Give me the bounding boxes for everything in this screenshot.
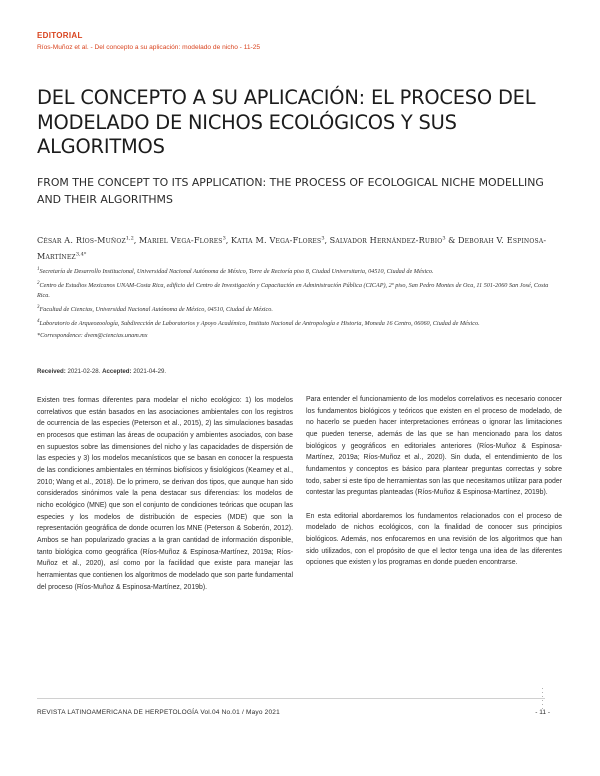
accepted-label: Accepted: [102, 368, 132, 375]
body-paragraph: En esta editorial abordaremos los fundamentos relacionados con el proceso de modelado de nichos ecológicos, con la finalidad de conocer sus principios biológicos. Además, nos enfocaremos en una revisión de los algoritmos que han sido utilizados, con el propósito de que el lector tenga una idea de las diferentes opciones que existen y los programas en donde pueden encontrarse. [306, 512, 562, 567]
affiliation-list [37, 265, 557, 343]
author: Katia M. Vega-Flores$^3$, [230, 234, 330, 245]
page-number: - 11 - [535, 709, 550, 716]
section-label: EDITORIAL [37, 31, 83, 40]
received-date: 2021-02-28. [67, 368, 101, 375]
body-paragraph: Para entender el funcionamiento de los modelos correlativos es necesario conocer los fundamentos biológicos y teóricos que existen en el proceso de modelado, de no hacerlo se pueden hacer interpretaciones erróneas o ignorar las limitaciones que pueden tenerse, además de las que se han mencionado para los datos biológicos y geográficos en editoriales anteriores (Ríos-Muñoz & Espinosa-Martínez, 2019a; Ríos-Muñoz et al., 2020). Sin duda, el entendimiento de los fundamentos y conceptos es básico para plantear preguntas correctas y sobre todo, saber si este tipo de herramientas son las que necesitamos utilizar para poder contestar las preguntas planteadas (Ríos-Muñoz & Espinosa-Martínez, 2019b). [306, 396, 562, 497]
author: César A. Ríos-Muñoz$^{1,2}$, [37, 234, 139, 245]
body-column-right [306, 394, 562, 569]
affiliation: $^2$Centro de Estudios Mexicanos UNAM-Costa Rica, edificio del Centro de Investigación y Capacitación en Administración Pública (CICAP), 2º piso, San Pedro Montes de Oca, 11 501-2060 San José, Costa Rica. [37, 281, 549, 299]
article-title-english: FROM THE CONCEPT TO ITS APPLICATION: THE PROCESS OF ECOLOGICAL NICHE MODELLING AND THEIR ALGORITHMS [37, 176, 544, 206]
body-paragraph: Existen tres formas diferentes para modelar el nicho ecológico: 1) los modelos correlativos que están basados en las asociaciones ambientales con los registros de ocurrencia de las especies (Peterson et al., 2015), 2) las simulaciones basadas en procesos que estiman las áreas de ocupación y ambientes asociados, con base en supuestos sobre las dimensiones del nicho y las capacidades de dispersión de las especies y 3) los modelos mecanísticos que se basan en conocer la respuesta de las condiciones ambientales en términos biofísicos y fisiológicos (Kearney et al., 2010; Wang et al., 2018). De lo primero, se derivan dos tipos, que aunque han sido considerados sinónimos vale la pena destacar sus diferencias: los modelos de nicho ecológico (MNE) que son el conjunto de condiciones teóricas que ocupan las especies y los modelos de distribución de especies (MDE) que son la representación geográfica de donde ocurren los MNE (Peterson & Soberón, 2012). Ambos se han popularizado gracias a la gran cantidad de información disponible, tanto biológica como geográfica (Ríos-Muñoz & Espinosa-Martínez, 2019a; Ríos-Muñoz et al., 2020), así como por la facilidad que existe para manejar las herramientas que contienen los algoritmos de modelado que son parte fundamental del proceso (Ríos-Muñoz & Espinosa-Martínez, 2019b). [37, 397, 293, 591]
body-column-left [37, 395, 293, 593]
accepted-date: 2021-04-29. [133, 368, 167, 375]
article-dates [37, 368, 166, 375]
author: Mariel Vega-Flores$^3$, [138, 234, 231, 245]
author-list [37, 231, 557, 264]
footer-divider [37, 698, 545, 699]
received-label: Received: [37, 368, 66, 375]
affiliation: $^3$Facultad de Ciencias, Universidad Nacional Autónoma de México, 04510, Ciudad de México. [37, 304, 273, 313]
article-title-spanish: DEL CONCEPTO A SU APLICACIÓN: EL PROCESO DEL MODELADO DE NICHOS ECOLÓGICOS Y SUS ALGORITMOS [37, 86, 536, 158]
running-citation: Ríos-Muñoz et al. - Del concepto a su aplicación: modelado de nicho - 11-25 [37, 44, 261, 51]
author: Deborah V. Espinosa-Martínez$^{3,4*}$ [37, 234, 547, 262]
author: Salvador Hernández-Rubio$^3$ & [329, 234, 458, 245]
footer-journal-name: REVISTA LATINOAMERICANA DE HERPETOLOGÍA Vol.04 No.01 / Mayo 2021 [37, 709, 280, 716]
affiliation: $^4$Laboratorio de Arqueozoología, Subdirección de Laboratorios y Apoyo Académico, Instituto Nacional de Antropología e Historia, Moneda 16 Centro, 06060, Ciudad de México. [37, 318, 480, 327]
correspondence-email[interactable]: *Correspondence: dvem@ciencias.unam.mx [37, 331, 148, 339]
affiliation: $^1$Secretaría de Desarrollo Institucional, Universidad Nacional Autónoma de México, Torre de Rectoría piso 8, Ciudad Universitaria, 04510, Ciudad de México. [37, 267, 434, 276]
